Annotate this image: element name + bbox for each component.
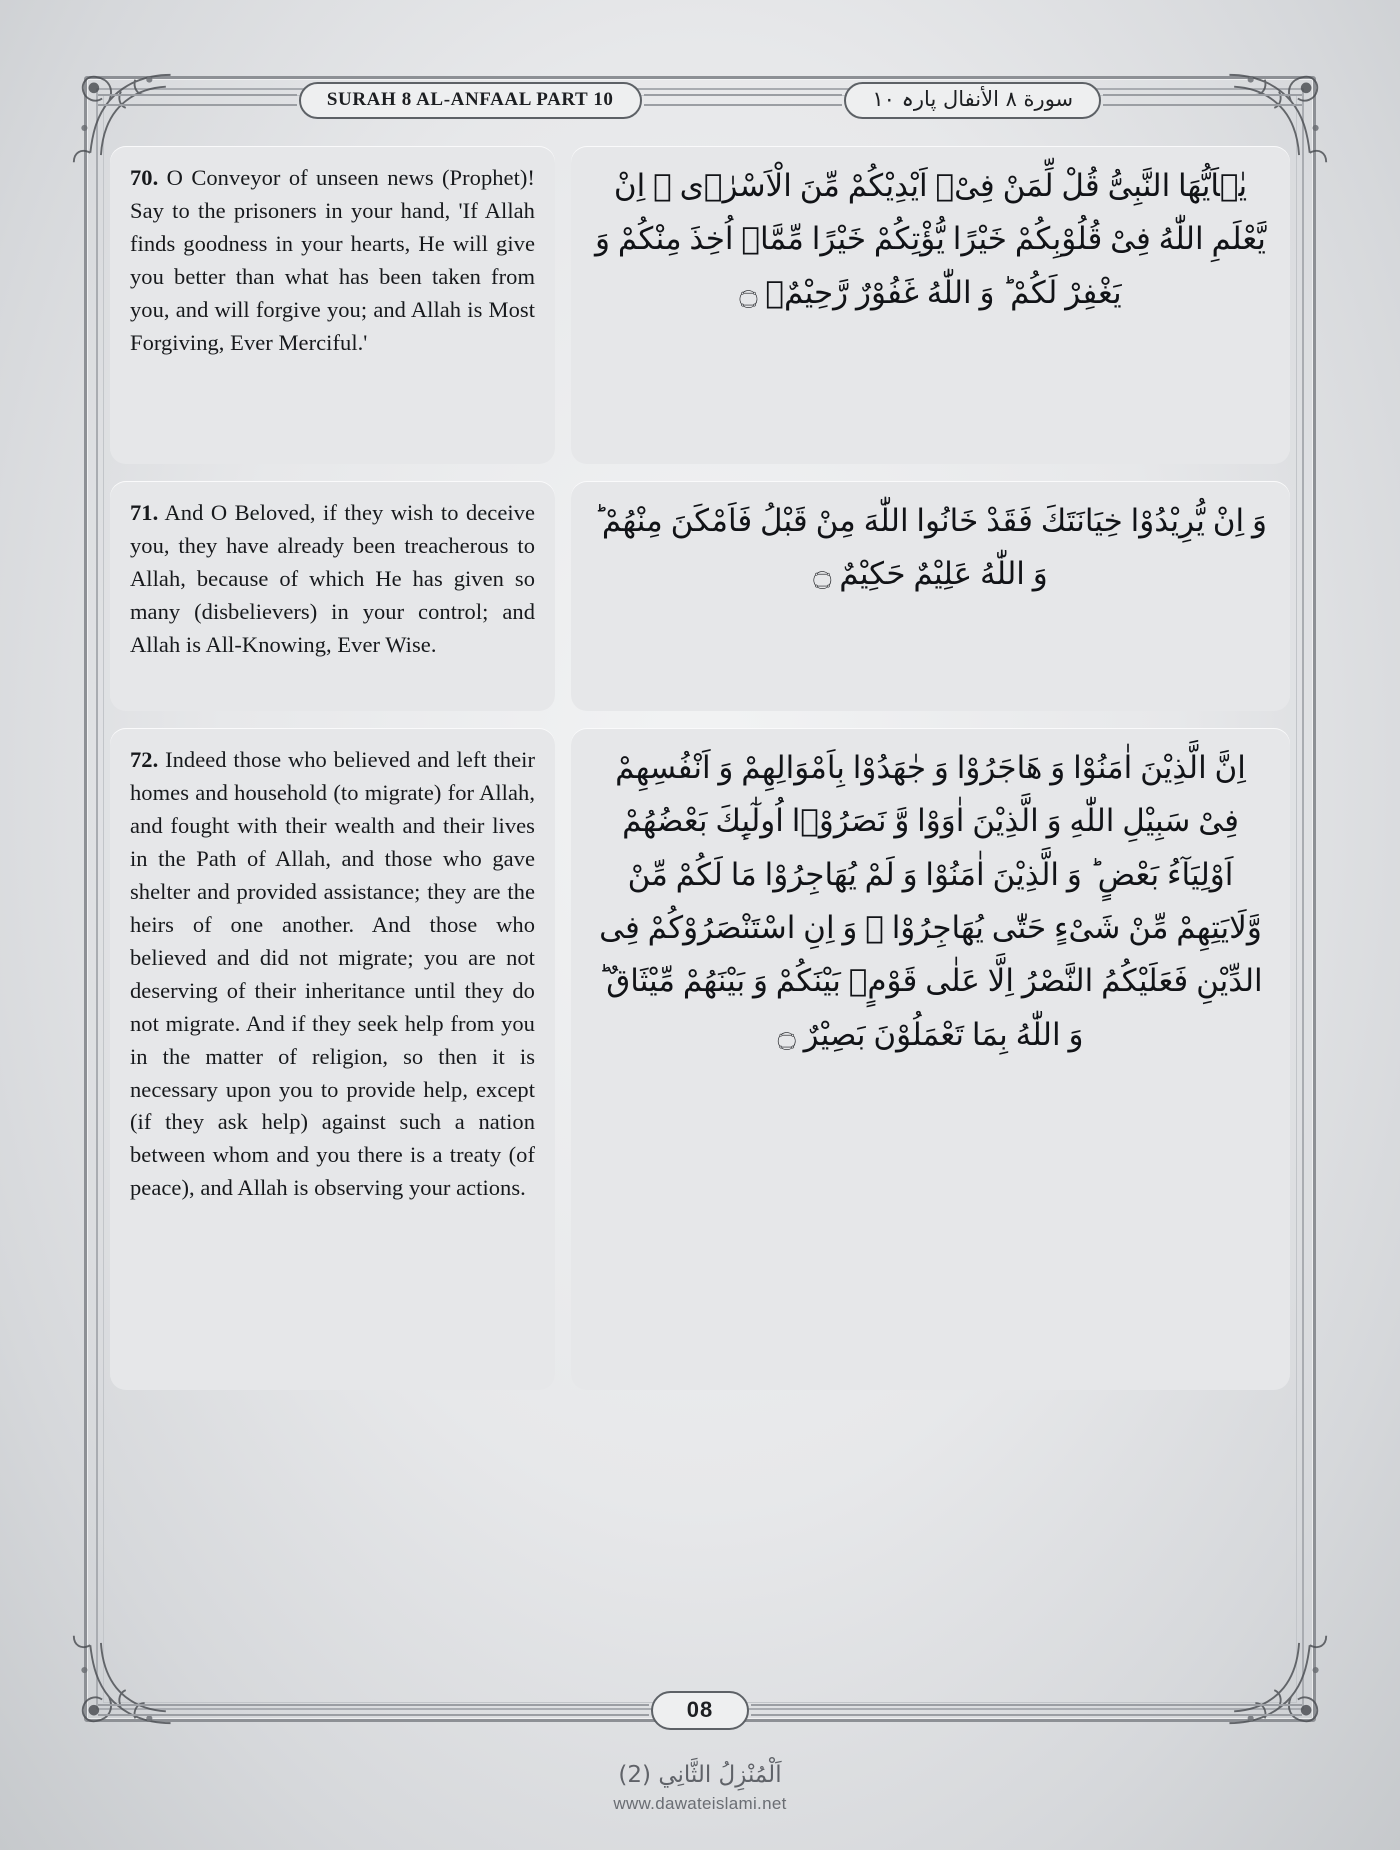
verse-cell-arabic bbox=[571, 481, 1290, 711]
page-footer bbox=[96, 1688, 1304, 1732]
verse-71-arabic-text: وَ اِنْ یُّرِیْدُوْا خِیَانَتَكَ فَقَدْ خَانُوا اللّٰهَ مِنْ قَبْلُ فَاَمْكَنَ مِنْهُمْ ؕ وَ اللّٰهُ عَلِیْمٌ حَكِیْمٌ ۝ bbox=[594, 503, 1267, 593]
footer-rule-right bbox=[751, 1704, 1302, 1716]
surah-title-english: SURAH 8 AL-ANFAAL PART 10 bbox=[299, 82, 642, 119]
colophon bbox=[0, 1762, 1400, 1814]
colophon-arabic: اَلْمُنْزِلُ الثَّانِي (2) bbox=[618, 1762, 782, 1788]
surah-title-arabic: سورة ٨ الأنفال پارہ ١٠ bbox=[844, 82, 1101, 119]
website-url: www.dawateislami.net bbox=[613, 1794, 787, 1813]
verse-70-translation-box bbox=[110, 146, 555, 464]
verse-71-arabic-box bbox=[571, 481, 1290, 711]
verse-70-arabic-box bbox=[571, 146, 1290, 464]
verse-72-translation-box bbox=[110, 728, 555, 1390]
header-rule-left bbox=[98, 94, 297, 106]
verse-grid bbox=[110, 146, 1290, 1670]
footer-rule-left bbox=[98, 1704, 649, 1716]
verse-cell-english bbox=[110, 146, 555, 464]
page-number: 08 bbox=[651, 1691, 749, 1730]
verse-71-english-text: And O Beloved, if they wish to deceive you, they have already been treacherous to Allah, because of which He has given so many (disbelievers) in your control; and Allah is All-Knowing, Ever Wise. bbox=[130, 500, 535, 657]
verse-72-arabic-box bbox=[571, 728, 1290, 1390]
verse-cell-arabic bbox=[571, 146, 1290, 464]
verse-70-english-text: O Conveyor of unseen news (Prophet)! Say to the prisoners in your hand, 'If Allah finds goodness in your hearts, He will give you better than what has been taken from you, and will forgive you; and Allah is Most Forgiving, Ever Merciful.' bbox=[130, 165, 535, 355]
verse-cell-english bbox=[110, 481, 555, 711]
verse-71-number: 71. bbox=[130, 500, 159, 525]
verse-71-translation-box bbox=[110, 481, 555, 711]
verse-70-number: 70. bbox=[130, 165, 159, 190]
verse-70-arabic-text: یٰۤاَیُّهَا النَّبِیُّ قُلْ لِّمَنْ فِیْۤ اَیْدِیْكُمْ مِّنَ الْاَسْرٰۤى ۙ اِنْ یَّعْلَمِ اللّٰهُ فِیْ قُلُوْبِكُمْ خَیْرًا یُّؤْتِكُمْ خَیْرًا مِّمَّاۤ اُخِذَ مِنْكُمْ وَ یَغْفِرْ لَكُمْ ؕ وَ اللّٰهُ غَفُوْرٌ رَّحِیْمٌ۠ ۝ bbox=[595, 168, 1266, 311]
verse-cell-arabic bbox=[571, 728, 1290, 1390]
verse-72-english-text: Indeed those who believed and left their homes and household (to migrate) for Allah, and fought with their wealth and their lives in the Path of Allah, and those who gave shelter and provided assistance; they are the heirs of one another. And those who believed and did not migrate; you are not deserving of their inheritance until they do not migrate. And if they seek help from you in the matter of religion, so then it is necessary upon you to provide help, except (if they ask help) against such a nation between whom and you there is a treaty (of peace), and Allah is observing your actions. bbox=[130, 747, 535, 1201]
header-rule-center bbox=[644, 94, 843, 106]
verse-cell-english bbox=[110, 728, 555, 1390]
verse-72-number: 72. bbox=[130, 747, 159, 772]
verse-72-arabic-text: اِنَّ الَّذِیْنَ اٰمَنُوْا وَ هَاجَرُوْا وَ جٰهَدُوْا بِاَمْوَالِهِمْ وَ اَنْفُسِهِمْ فِیْ سَبِیْلِ اللّٰهِ وَ الَّذِیْنَ اٰوَوْا وَّ نَصَرُوْۤا اُولٰٓىِٕكَ بَعْضُهُمْ اَوْلِیَآءُ بَعْضٍ ؕ وَ الَّذِیْنَ اٰمَنُوْا وَ لَمْ یُهَاجِرُوْا مَا لَكُمْ مِّنْ وَّلَایَتِهِمْ مِّنْ شَیْءٍ حَتّٰى یُهَاجِرُوْا ۚ وَ اِنِ اسْتَنْصَرُوْكُمْ فِی الدِّیْنِ فَعَلَیْكُمُ النَّصْرُ اِلَّا عَلٰى قَوْمٍۭ بَیْنَكُمْ وَ بَیْنَهُمْ مِّیْثَاقٌ ؕ وَ اللّٰهُ بِمَا تَعْمَلُوْنَ بَصِیْرٌ ۝ bbox=[598, 750, 1263, 1053]
running-header bbox=[96, 76, 1304, 124]
header-rule-right bbox=[1103, 94, 1302, 106]
